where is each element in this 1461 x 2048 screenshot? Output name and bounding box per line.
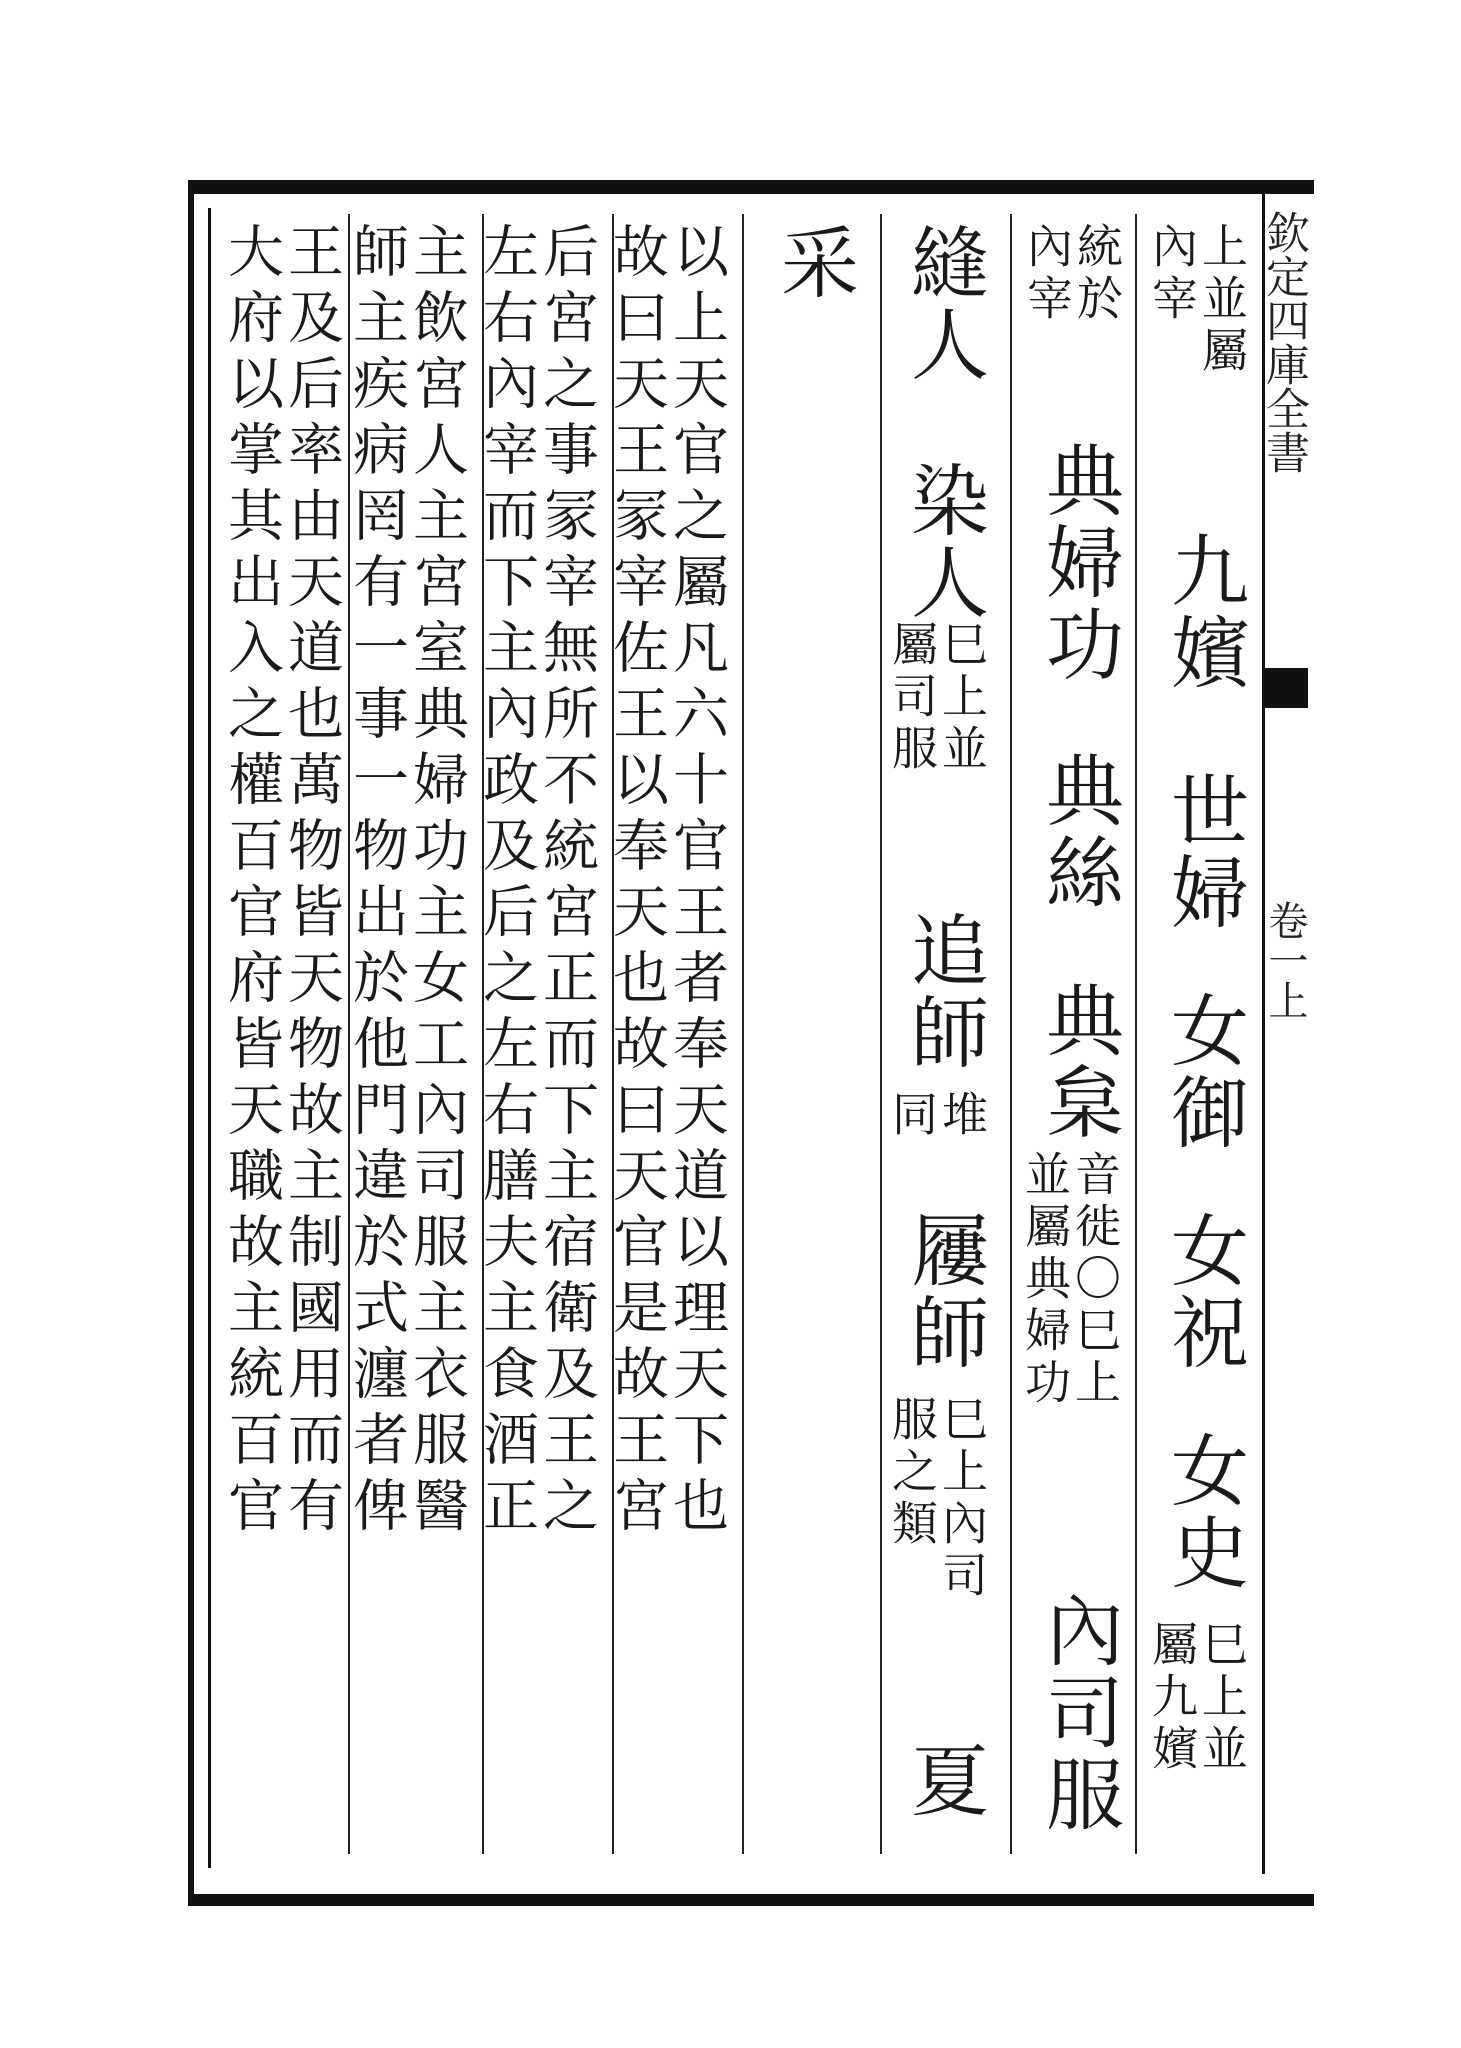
heading-term: 女御 [1158,990,1248,1154]
annotation: 巳上並 [1195,1620,1249,1776]
text-column: 主飲宮人主宮室典婦功主女工內司服主衣服醫 [404,222,469,1542]
column-rule [742,214,744,1854]
heading-term: 女祝 [1158,1210,1248,1374]
annotation: 內宰 [1145,222,1199,326]
annotation: 內宰 [1020,222,1074,326]
annotation: 同 [885,1090,939,1142]
column-rule [1010,214,1012,1854]
annotation: 巳上並 [935,620,989,776]
heading-term: 典枲 [1033,980,1123,1144]
column-rule [1135,214,1137,1854]
text-column: 師主疾病罔有一事一物出於他門違於式瀍者俾 [344,222,409,1542]
annotation: 屬司服 [885,620,939,776]
heading-term: 屨師 [898,1210,988,1374]
heading-term: 采 [768,222,858,304]
text-column: 大府以掌其出入之權百官府皆天職故主統百官 [219,222,284,1542]
heading-term: 九嬪 [1158,530,1248,694]
heading-term: 染人 [898,460,988,624]
heading-term: 縫人 [898,222,988,386]
annotation: 統於 [1070,222,1124,326]
text-column: 左右內宰而下主內政及后之左右膳夫主食酒正 [474,222,539,1542]
annotation: 上並屬 [1195,222,1249,378]
annotation: 巳上內司 [935,1395,989,1603]
annotation: 堆 [935,1090,989,1142]
heading-term: 典絲 [1033,750,1123,914]
column-rule [880,214,882,1854]
heading-term: 內司服 [1033,1590,1123,1836]
text-column: 王及后率由天道也萬物皆天物故主制國用而有 [279,222,344,1542]
annotation: 服之類 [885,1395,939,1551]
annotation: 音徙〇巳上 [1068,1150,1122,1410]
heading-term: 夏 [898,1740,988,1822]
heading-term: 典婦功 [1033,440,1123,686]
heading-term: 女史 [1158,1430,1248,1594]
annotation: 屬九嬪 [1145,1620,1199,1776]
fish-tail-mark [1262,668,1308,708]
heading-term: 世婦 [1158,770,1248,934]
annotation: 並屬典婦功 [1018,1150,1072,1410]
book-title: 欽定四庫全書 [1258,210,1309,474]
text-column: 以上天官之屬凡六十官王者奉天道以理天下也 [664,222,729,1542]
volume-label: 卷一上 [1262,900,1308,1020]
text-column: 故曰天王冡宰佐王以奉天也故曰天官是故王宮 [604,222,669,1542]
heading-term: 追師 [898,910,988,1074]
text-column: 后宮之事冡宰無所不統宮正而下主宿衛及王之 [534,222,599,1542]
